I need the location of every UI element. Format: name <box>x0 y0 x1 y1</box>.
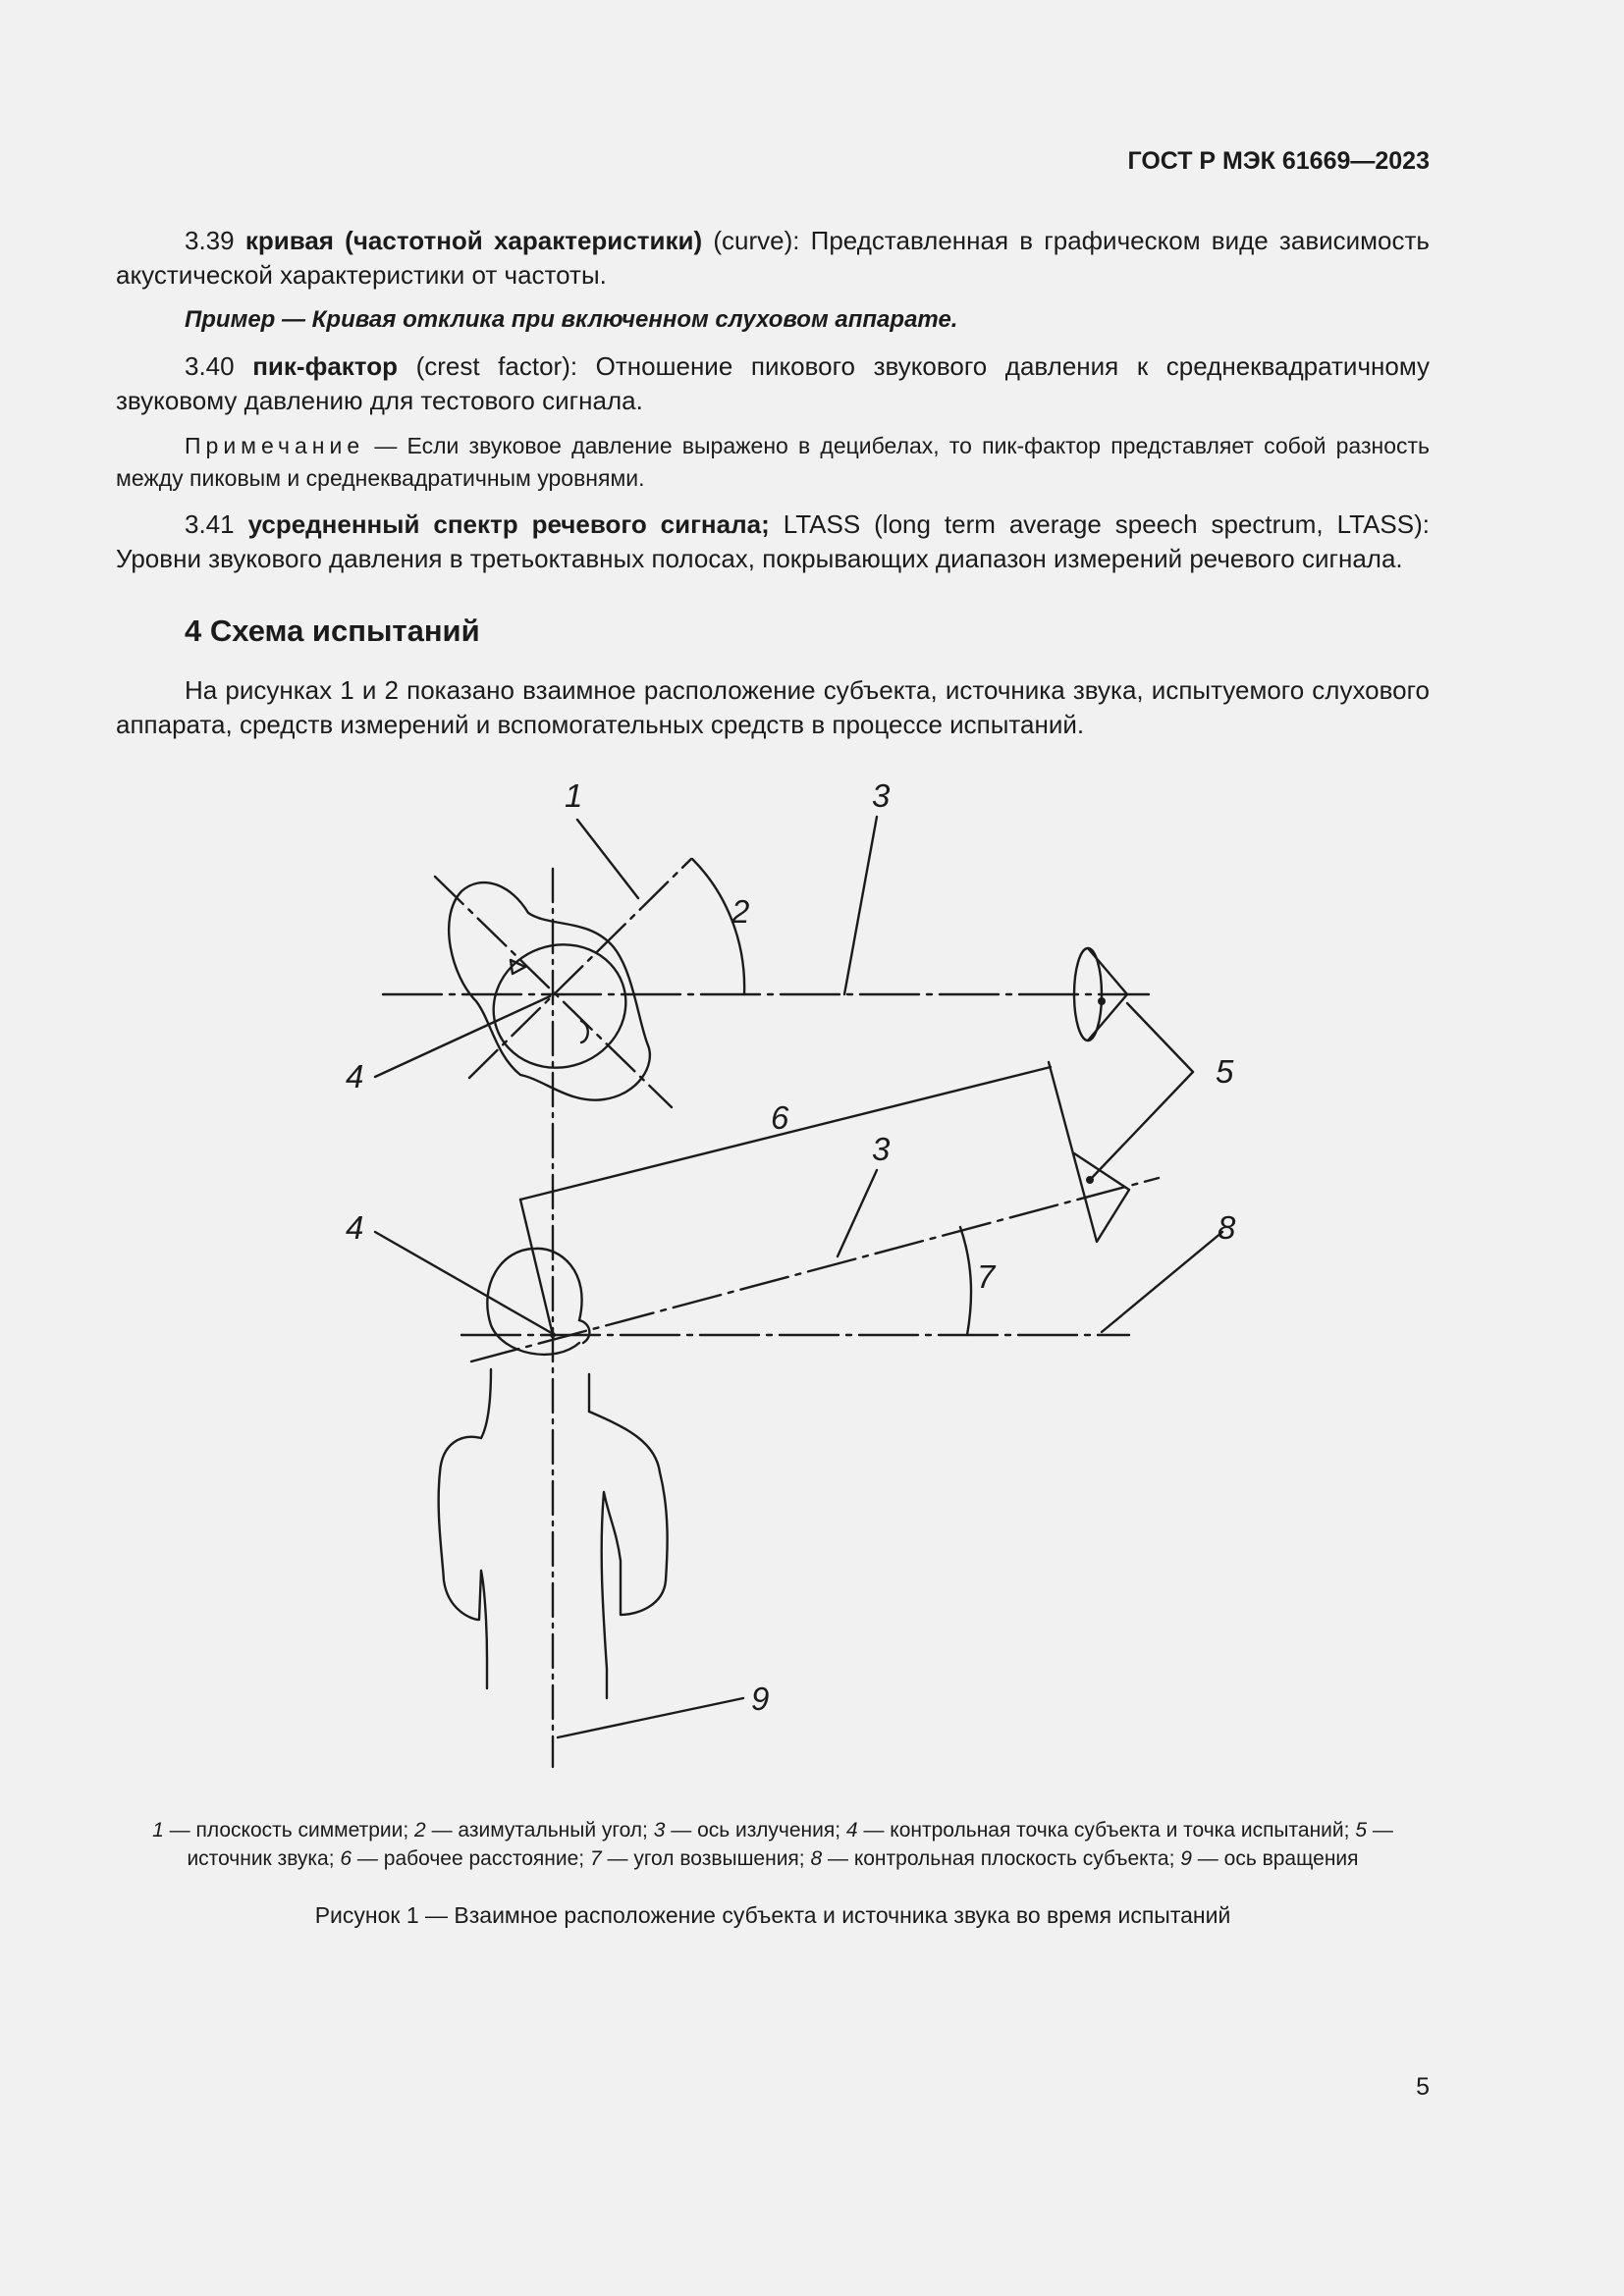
term-definition: : Отношение пикового звукового давления к среднеквадратичному звуковому давлению для тестового сигнала. <box>116 351 1430 415</box>
elevation-arc <box>960 1227 971 1335</box>
note-text: — Если звуковое давление выражено в децибелах, то пик-фактор представляет собой разность между пиковым и среднеквадратичным уровнями. <box>116 433 1430 491</box>
term-number: 3.40 <box>185 351 235 381</box>
callout-7: 7 <box>977 1258 996 1295</box>
figure-legend <box>116 1816 1430 1873</box>
callout-4-low: 4 <box>346 1209 364 1246</box>
ear-mark <box>581 1021 588 1042</box>
callout-3-low: 3 <box>872 1131 891 1167</box>
callout-5: 5 <box>1216 1053 1234 1090</box>
figure-caption: Рисунок 1 — Взаимное расположение субъекта и источника звука во время испытаний <box>314 1902 1231 1928</box>
callout-1: 1 <box>565 777 583 814</box>
page-number: 5 <box>1416 2073 1430 2101</box>
legend-item: 4 — контрольная точка субъекта и точка испытаний; <box>845 1819 1356 1842</box>
reference-point <box>550 1332 556 1338</box>
leader-3-top <box>844 817 877 994</box>
leader-4-low <box>375 1232 550 1332</box>
callout-8: 8 <box>1218 1209 1236 1246</box>
term-definition: : Уровни звукового давления в третьоктавных полосах, покрывающих диапазон измерений речевого сигнала. <box>116 509 1430 573</box>
term-number: 3.41 <box>185 509 235 539</box>
legend-item: 1 — плоскость симметрии; <box>152 1819 415 1842</box>
term-english: (curve) <box>713 226 793 255</box>
leader-3-low <box>838 1170 877 1256</box>
callout-9: 9 <box>751 1681 770 1717</box>
legend-item: 9 — ось вращения <box>1180 1847 1359 1870</box>
leader-5-b <box>1090 1072 1193 1180</box>
callout-4-top: 4 <box>346 1058 364 1095</box>
term-title: усредненный спектр речевого сигнала; <box>247 509 770 539</box>
legend-item: 2 — азимутальный угол; <box>414 1819 654 1842</box>
legend-item: 5 — источник звука; <box>187 1819 1393 1870</box>
term-3-39-example: Пример — Кривая отклика при включенном слуховом аппарате. <box>185 306 958 333</box>
leader-4-top <box>375 996 550 1077</box>
section-heading: 4 Схема испытаний <box>185 614 480 648</box>
working-distance-tick <box>520 1200 553 1335</box>
legend-item: 6 — рабочее расстояние; <box>340 1847 590 1870</box>
standard-code: ГОСТ Р МЭК 61669—2023 <box>1127 147 1430 175</box>
callout-3-top: 3 <box>872 777 891 814</box>
leader-1 <box>577 820 638 898</box>
leader-9 <box>558 1698 743 1737</box>
term-title: кривая (частотной характеристики) <box>244 226 703 255</box>
term-english: LTASS (long term average speech spectrum, LTASS) <box>783 509 1423 539</box>
callout-2: 2 <box>731 893 750 930</box>
callout-6: 6 <box>771 1099 789 1136</box>
speaker-lower-point <box>1086 1176 1094 1184</box>
leader-8 <box>1102 1232 1222 1332</box>
legend-item: 8 — контрольная плоскость субъекта; <box>810 1847 1181 1870</box>
term-title: пик-фактор <box>252 351 398 381</box>
head-top-view-skull <box>476 926 643 1086</box>
note-label: Примечание <box>185 433 365 458</box>
term-definition: : Представленная в графическом виде зависимость акустической характеристики от частоты. <box>116 226 1430 290</box>
legend-item: 7 — угол возвышения; <box>589 1847 811 1870</box>
symmetry-plane-line <box>469 859 691 1078</box>
speaker-top-point <box>1098 997 1106 1005</box>
section-intro: На рисунках 1 и 2 показано взаимное расположение субъекта, источника звука, испытуемого слухового аппарата, средств измерений и вспомогательных средств в процессе испытаний. <box>116 675 1430 739</box>
subject-head-outline <box>487 1249 581 1355</box>
legend-item: 3 — ось излучения; <box>653 1819 846 1842</box>
term-english: (crest factor) <box>415 351 570 381</box>
term-number: 3.39 <box>185 226 235 255</box>
leader-5-a <box>1127 1003 1193 1072</box>
